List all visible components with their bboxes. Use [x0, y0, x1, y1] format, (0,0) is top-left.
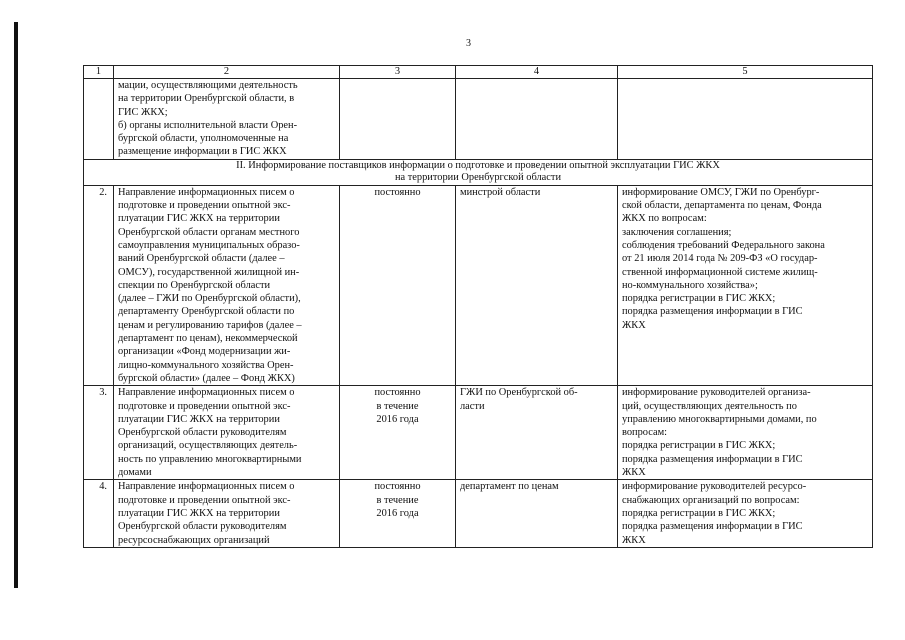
- text-line: порядка регистрации в ГИС ЖКХ;: [622, 293, 776, 305]
- cell-result: [618, 185, 873, 385]
- text-line: порядка размещения информации в ГИС: [622, 521, 803, 533]
- text-line: порядка размещения информации в ГИС: [622, 306, 803, 318]
- text-line: самоуправления муниципальных образо-: [118, 239, 300, 251]
- text-line: информирование руководителей ресурсо-: [622, 481, 807, 493]
- text-line: постоянно: [374, 186, 421, 198]
- text-line: департамент по ценам: [460, 481, 559, 493]
- text-line: заключения соглашения;: [622, 226, 732, 238]
- table-row: [84, 480, 873, 547]
- text-line: ской области, департамента по ценам, Фонда: [622, 200, 822, 212]
- text-line: Оренбургской области руководителям: [118, 427, 287, 439]
- text-line: но-коммунального хозяйства»;: [622, 279, 758, 291]
- text-line: подготовке и проведении опытной экс-: [118, 400, 291, 412]
- cell-term: [340, 79, 456, 160]
- text-line: ГЖИ по Оренбургской об-: [460, 387, 578, 399]
- cell-result: [618, 386, 873, 480]
- section-title-line2: на территории Оренбургской области: [394, 172, 562, 184]
- text-line: минстрой области: [460, 186, 541, 198]
- text-line: ЖКХ: [622, 534, 646, 546]
- text-line: размещение информации в ГИС ЖКХ: [118, 146, 287, 158]
- text-line: лищно-коммунального хозяйства Орен-: [118, 359, 294, 371]
- cell-term: [340, 386, 456, 480]
- cell-responsible: [456, 79, 618, 160]
- text-line: ГИС ЖКХ;: [118, 106, 168, 118]
- text-line: ЖКХ: [622, 467, 646, 479]
- section-heading: [84, 159, 873, 185]
- text-line: Оренбургской области руководителям: [118, 521, 287, 533]
- cell-action: [114, 386, 340, 480]
- text-line: (далее – ГЖИ по Оренбургской области),: [118, 293, 301, 305]
- section-row: [84, 159, 873, 185]
- cell-term: [340, 480, 456, 547]
- text-line: ЖКХ по вопросам:: [622, 213, 707, 225]
- text-line: бургской области, уполномоченные на: [118, 133, 289, 145]
- text-line: информирование ОМСУ, ГЖИ по Оренбург-: [622, 186, 820, 198]
- text-line: в течение: [376, 400, 419, 412]
- text-line: плуатации ГИС ЖКХ на территории: [118, 413, 280, 425]
- text-line: ресурсоснабжающих организаций: [118, 534, 270, 546]
- cell-responsible: [456, 386, 618, 480]
- cell-result: [618, 79, 873, 160]
- cell-num: 2.: [84, 185, 114, 385]
- text-line: порядка размещения информации в ГИС: [622, 453, 803, 465]
- text-line: ваний Оренбургской области (далее –: [118, 253, 285, 265]
- text-line: от 21 июля 2014 года № 209-ФЗ «О государ-: [622, 253, 818, 265]
- text-line: информирование руководителей организа-: [622, 387, 811, 399]
- col-header-3: 3: [340, 66, 456, 79]
- text-line: управлению многоквартирными домами, по: [622, 413, 817, 425]
- text-line: порядка регистрации в ГИС ЖКХ;: [622, 507, 776, 519]
- text-line: ций, осуществляющих деятельность по: [622, 400, 797, 412]
- cell-num: 4.: [84, 480, 114, 547]
- table-row: [84, 185, 873, 385]
- text-line: ласти: [460, 400, 485, 412]
- page-number: 3: [466, 38, 471, 49]
- text-line: б) органы исполнительной власти Орен-: [118, 119, 298, 131]
- cell-result: [618, 480, 873, 547]
- text-line: бургской области» (далее – Фонд ЖКХ): [118, 372, 295, 384]
- text-line: домами: [118, 467, 152, 479]
- table-row: [84, 386, 873, 480]
- section-title-line1: II. Информирование поставщиков информации о подготовке и проведении опытной эксплуатации ГИС ЖКХ: [236, 159, 720, 171]
- text-line: спекции по Оренбургской области: [118, 279, 271, 291]
- table-header-row: [84, 66, 873, 79]
- text-line: организаций, осуществляющих деятель-: [118, 440, 298, 452]
- text-line: снабжающих организаций по вопросам:: [622, 494, 800, 506]
- text-line: ность по управлению многоквартирными: [118, 453, 302, 465]
- col-header-1: 1: [84, 66, 114, 79]
- cell-num: [84, 79, 114, 160]
- text-line: 2016 года: [376, 413, 419, 425]
- cell-num: 3.: [84, 386, 114, 480]
- text-line: ценам и регулированию тарифов (далее –: [118, 319, 302, 331]
- cell-term: [340, 185, 456, 385]
- text-line: плуатации ГИС ЖКХ на территории: [118, 507, 280, 519]
- text-line: подготовке и проведении опытной экс-: [118, 494, 291, 506]
- text-line: департамент по ценам), некоммерческой: [118, 333, 298, 345]
- text-line: порядка регистрации в ГИС ЖКХ;: [622, 440, 776, 452]
- text-line: Направление информационных писем о: [118, 186, 295, 198]
- cell-responsible: [456, 185, 618, 385]
- col-header-5: 5: [618, 66, 873, 79]
- plan-table: [83, 65, 873, 548]
- cell-action: [114, 79, 340, 160]
- text-line: Направление информационных писем о: [118, 481, 295, 493]
- text-line: на территории Оренбургской области, в: [118, 93, 295, 105]
- text-line: департаменту Оренбургской области по: [118, 306, 295, 318]
- text-line: 2016 года: [376, 507, 419, 519]
- text-line: плуатации ГИС ЖКХ на территории: [118, 213, 280, 225]
- text-line: ственной информационной системе жилищ-: [622, 266, 818, 278]
- cell-responsible: [456, 480, 618, 547]
- col-header-2: 2: [114, 66, 340, 79]
- text-line: вопросам:: [622, 427, 668, 439]
- text-line: ОМСУ), государственной жилищной ин-: [118, 266, 300, 278]
- binding-bar: [14, 22, 18, 588]
- text-line: постоянно: [374, 481, 421, 493]
- text-line: постоянно: [374, 387, 421, 399]
- text-line: мации, осуществляющими деятельность: [118, 80, 298, 91]
- text-line: Направление информационных писем о: [118, 387, 295, 399]
- cell-action: [114, 185, 340, 385]
- text-line: соблюдения требований Федерального закона: [622, 239, 825, 251]
- col-header-4: 4: [456, 66, 618, 79]
- text-line: ЖКХ: [622, 319, 646, 331]
- continuation-row: [84, 79, 873, 160]
- text-line: организации «Фонд модернизации жи-: [118, 346, 291, 358]
- text-line: Оренбургской области органам местного: [118, 226, 300, 238]
- text-line: в течение: [376, 494, 419, 506]
- cell-action: [114, 480, 340, 547]
- text-line: подготовке и проведении опытной экс-: [118, 200, 291, 212]
